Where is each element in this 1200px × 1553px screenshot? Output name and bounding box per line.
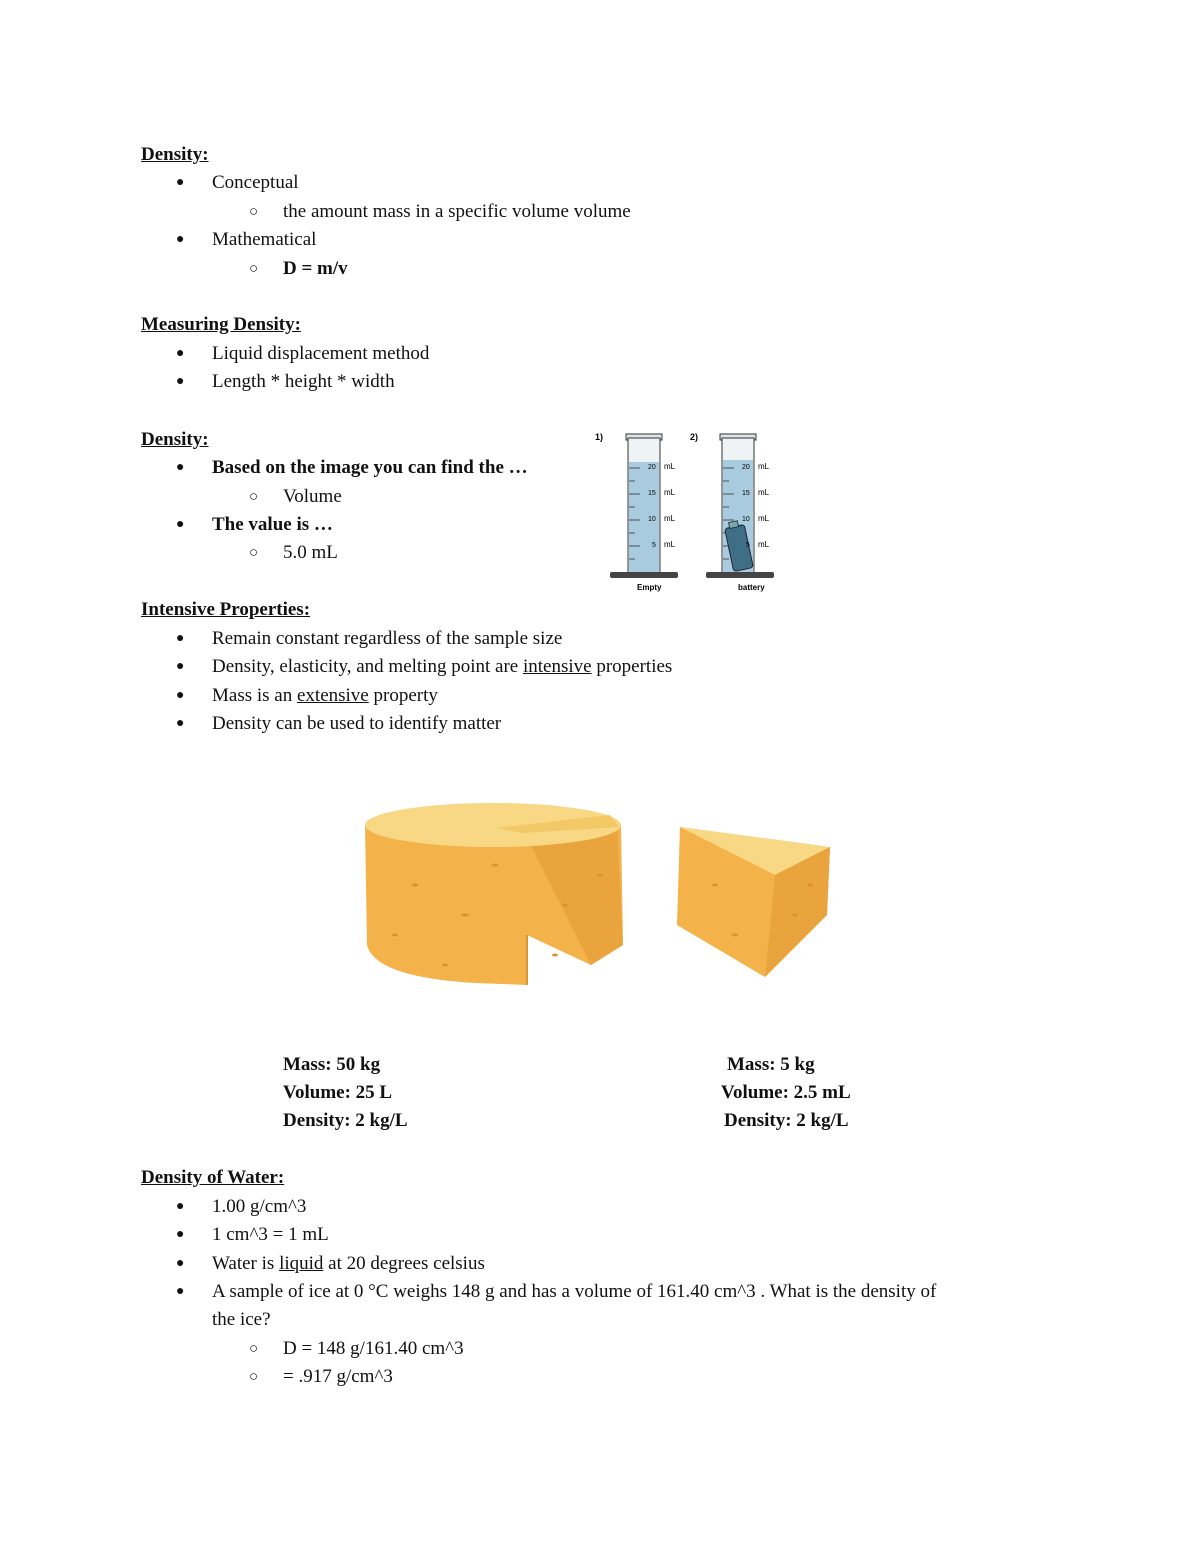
cylinder-empty <box>610 434 678 578</box>
bullet-icon: ● <box>176 659 185 674</box>
tick-label: 15 <box>648 490 656 497</box>
term-intensive: intensive <box>522 656 592 677</box>
unit-label: mL <box>664 514 676 523</box>
list-subitem-volume: Volume <box>283 486 342 507</box>
cylinder-battery <box>706 434 774 578</box>
tick-label: 10 <box>742 516 750 523</box>
sub-bullet-icon: ○ <box>249 261 259 277</box>
list-item-extensive: Mass is an extensive property <box>212 685 438 706</box>
list-item-question: Based on the image you can find the … <box>212 457 528 478</box>
left-volume: Volume: 25 L <box>283 1082 393 1103</box>
left-mass: Mass: 50 kg <box>283 1054 381 1075</box>
list-subitem-calculation: D = 148 g/161.40 cm^3 <box>283 1338 464 1359</box>
graduated-cylinders-figure <box>590 428 790 598</box>
bullet-icon: ● <box>176 716 185 731</box>
heading-density: Density: <box>141 144 209 165</box>
unit-label: mL <box>664 488 676 497</box>
unit-label: mL <box>758 488 770 497</box>
bullet-icon: ● <box>176 374 185 389</box>
list-item-constant: Remain constant regardless of the sample size <box>212 628 563 649</box>
cylinder-1-caption: Empty <box>637 583 662 592</box>
heading-measuring-density: Measuring Density: <box>141 314 301 335</box>
bullet-icon: ● <box>176 1256 185 1271</box>
list-subitem-definition: the amount mass in a specific volume volume <box>283 201 631 222</box>
bullet-icon: ● <box>176 517 185 532</box>
cylinder-2-number: 2) <box>690 432 699 442</box>
cheese-wedge <box>677 827 830 977</box>
tick-label: 20 <box>742 464 750 471</box>
tick-label: 15 <box>742 490 750 497</box>
list-item-conversion: 1 cm^3 = 1 mL <box>212 1224 329 1245</box>
list-item-ice-problem: A sample of ice at 0 °C weighs 148 g and has a volume of 161.40 cm^3 . What is the density of <box>212 1281 937 1302</box>
bullet-icon: ● <box>176 346 185 361</box>
bullet-icon: ● <box>176 232 185 247</box>
sub-bullet-icon: ○ <box>249 545 259 561</box>
sub-bullet-icon: ○ <box>249 489 259 505</box>
bullet-icon: ● <box>176 1284 185 1299</box>
list-item-value-question: The value is … <box>212 514 333 535</box>
right-volume: Volume: 2.5 mL <box>721 1082 851 1103</box>
list-subitem-answer: = .917 g/cm^3 <box>283 1366 393 1387</box>
sub-bullet-icon: ○ <box>249 1369 259 1385</box>
heading-density-of-water: Density of Water: <box>141 1167 285 1188</box>
bullet-icon: ● <box>176 175 185 190</box>
list-subitem-value: 5.0 mL <box>283 542 338 563</box>
list-item-dimensions: Length * height * width <box>212 371 395 392</box>
right-density: Density: 2 kg/L <box>724 1110 849 1131</box>
tick-label: 5 <box>746 542 750 549</box>
list-item-identify: Density can be used to identify matter <box>212 713 502 734</box>
sub-bullet-icon: ○ <box>249 204 259 220</box>
list-item-mathematical: Mathematical <box>212 229 317 250</box>
cheese-illustration <box>355 795 840 990</box>
left-density: Density: 2 kg/L <box>283 1110 408 1131</box>
tick-label: 5 <box>652 542 656 549</box>
list-item-conceptual: Conceptual <box>212 172 299 193</box>
unit-label: mL <box>758 514 770 523</box>
cylinder-2-caption: battery <box>738 583 765 592</box>
bullet-icon: ● <box>176 631 185 646</box>
list-item-water-density: 1.00 g/cm^3 <box>212 1196 307 1217</box>
sub-bullet-icon: ○ <box>249 1341 259 1357</box>
term-extensive: extensive <box>296 685 369 706</box>
list-item-displacement: Liquid displacement method <box>212 343 430 364</box>
unit-label: mL <box>664 540 676 549</box>
tick-label: 10 <box>648 516 656 523</box>
unit-label: mL <box>664 462 676 471</box>
heading-density-image: Density: <box>141 429 209 450</box>
cheese-wheel <box>365 803 623 985</box>
bullet-icon: ● <box>176 1227 185 1242</box>
list-subitem-formula: D = m/v <box>283 258 348 279</box>
bullet-icon: ● <box>176 1199 185 1214</box>
heading-intensive-properties: Intensive Properties: <box>141 599 311 620</box>
list-item-water-liquid: Water is liquid at 20 degrees celsius <box>212 1253 485 1274</box>
bullet-icon: ● <box>176 688 185 703</box>
unit-label: mL <box>758 540 770 549</box>
tick-label: 20 <box>648 464 656 471</box>
bullet-icon: ● <box>176 460 185 475</box>
list-item-ice-problem-cont: the ice? <box>212 1309 271 1330</box>
cylinder-1-number: 1) <box>595 432 604 442</box>
unit-label: mL <box>758 462 770 471</box>
list-item-intensive-examples: Density, elasticity, and melting point are intensive properties <box>212 656 673 677</box>
right-mass: Mass: 5 kg <box>727 1054 815 1075</box>
term-liquid: liquid <box>279 1253 324 1274</box>
